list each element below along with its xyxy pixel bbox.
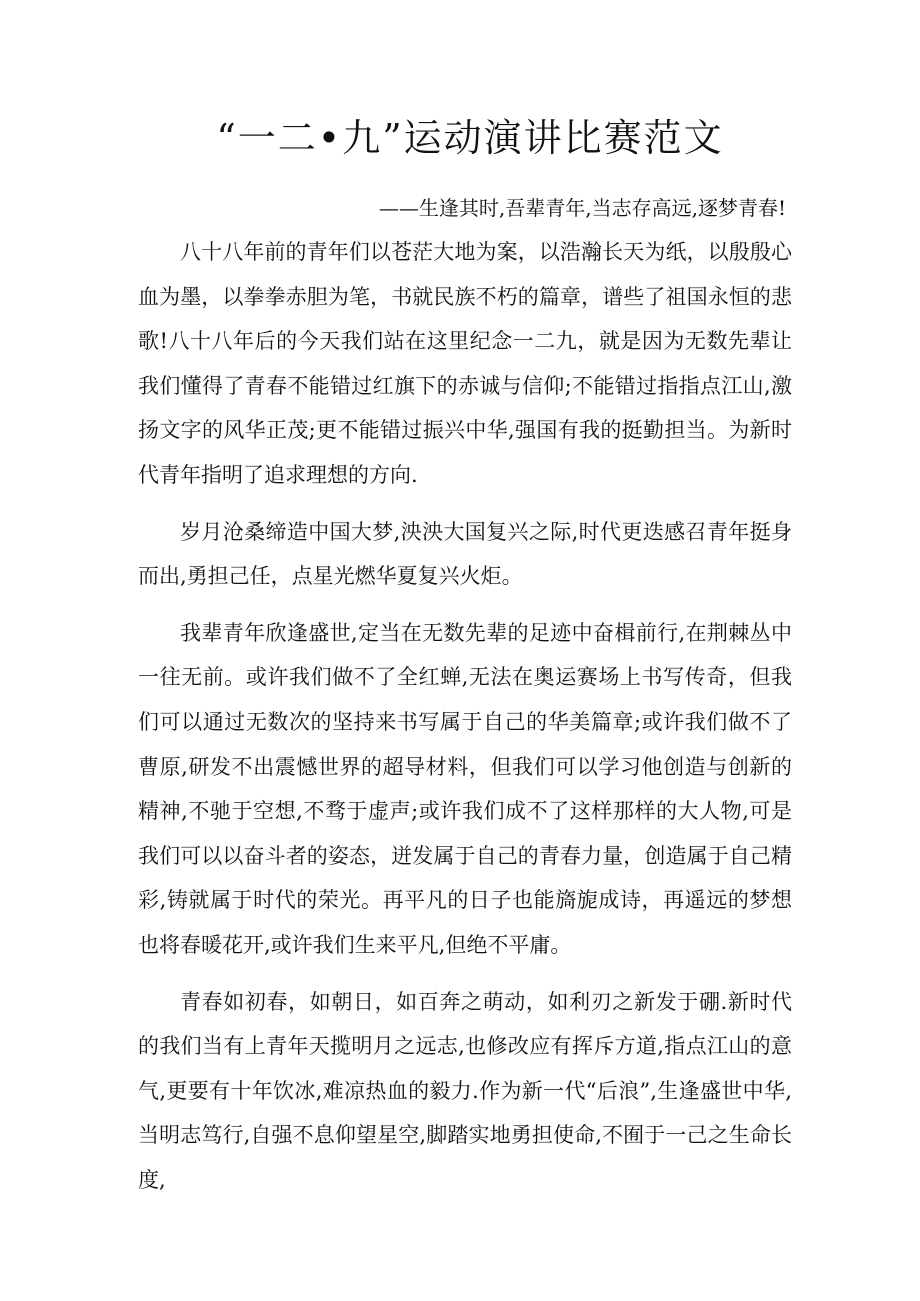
document-body [138, 230, 792, 1202]
paragraph: 岁月沧桑缔造中国大梦,泱泱大国复兴之际,时代更迭感召青年挺身而出,勇担己任，点星光燃华夏复兴火炬。 [138, 519, 792, 589]
document-title: “一二•九”运动演讲比赛范文 [216, 116, 724, 160]
paragraph: 青春如初春，如朝日，如百奔之萌动，如利刃之新发于硼.新时代的我们当有上青年天揽明月之远志,也修改应有挥斥方道,指点江山的意气,更要有十年饮冰,难凉热血的毅力.作为新一代“后浪”,生逢盛世中华,当明志笃行,自强不息仰望星空,脚踏实地勇担使命,不囿于一己之生命长度, [138, 989, 792, 1192]
paragraph: 八十八年前的青年们以苍茫大地为案，以浩瀚长天为纸，以殷殷心血为墨，以拳拳赤胆为笔，书就民族不朽的篇章，谱些了祖国永恒的悲歌!八十八年后的今天我们站在这里纪念一二九，就是因为无数先辈让我们懂得了青春不能错过红旗下的赤诚与信仰;不能错过指指点江山,激扬文字的风华正茂;更不能错过振兴中华,强国有我的挺勤担当。为新时代青年指明了追求理想的方向. [138, 240, 792, 487]
paragraph: 我辈青年欣逢盛世,定当在无数先辈的足迹中奋楫前行,在荆棘丛中一往无前。或许我们做不了全红蝉,无法在奥运赛场上书写传奇，但我们可以通过无数次的坚持来书写属于自己的华美篇章;或许我们做不了曹原,研发不出震憾世界的超导材料，但我们可以学习他创造与创新的精神,不驰于空想,不骛于虚声;或许我们成不了这样那样的大人物,可是我们可以以奋斗者的姿态，迸发属于自己的青春力量，创造属于自己精彩,铸就属于时代的荣光。再平凡的日子也能旖旎成诗，再遥远的梦想也将春暖花开,或许我们生来平凡,但绝不平庸。 [138, 620, 792, 957]
document-subtitle: ——生逢其时,吾辈青年,当志存高远,逐梦青春! [378, 196, 786, 220]
